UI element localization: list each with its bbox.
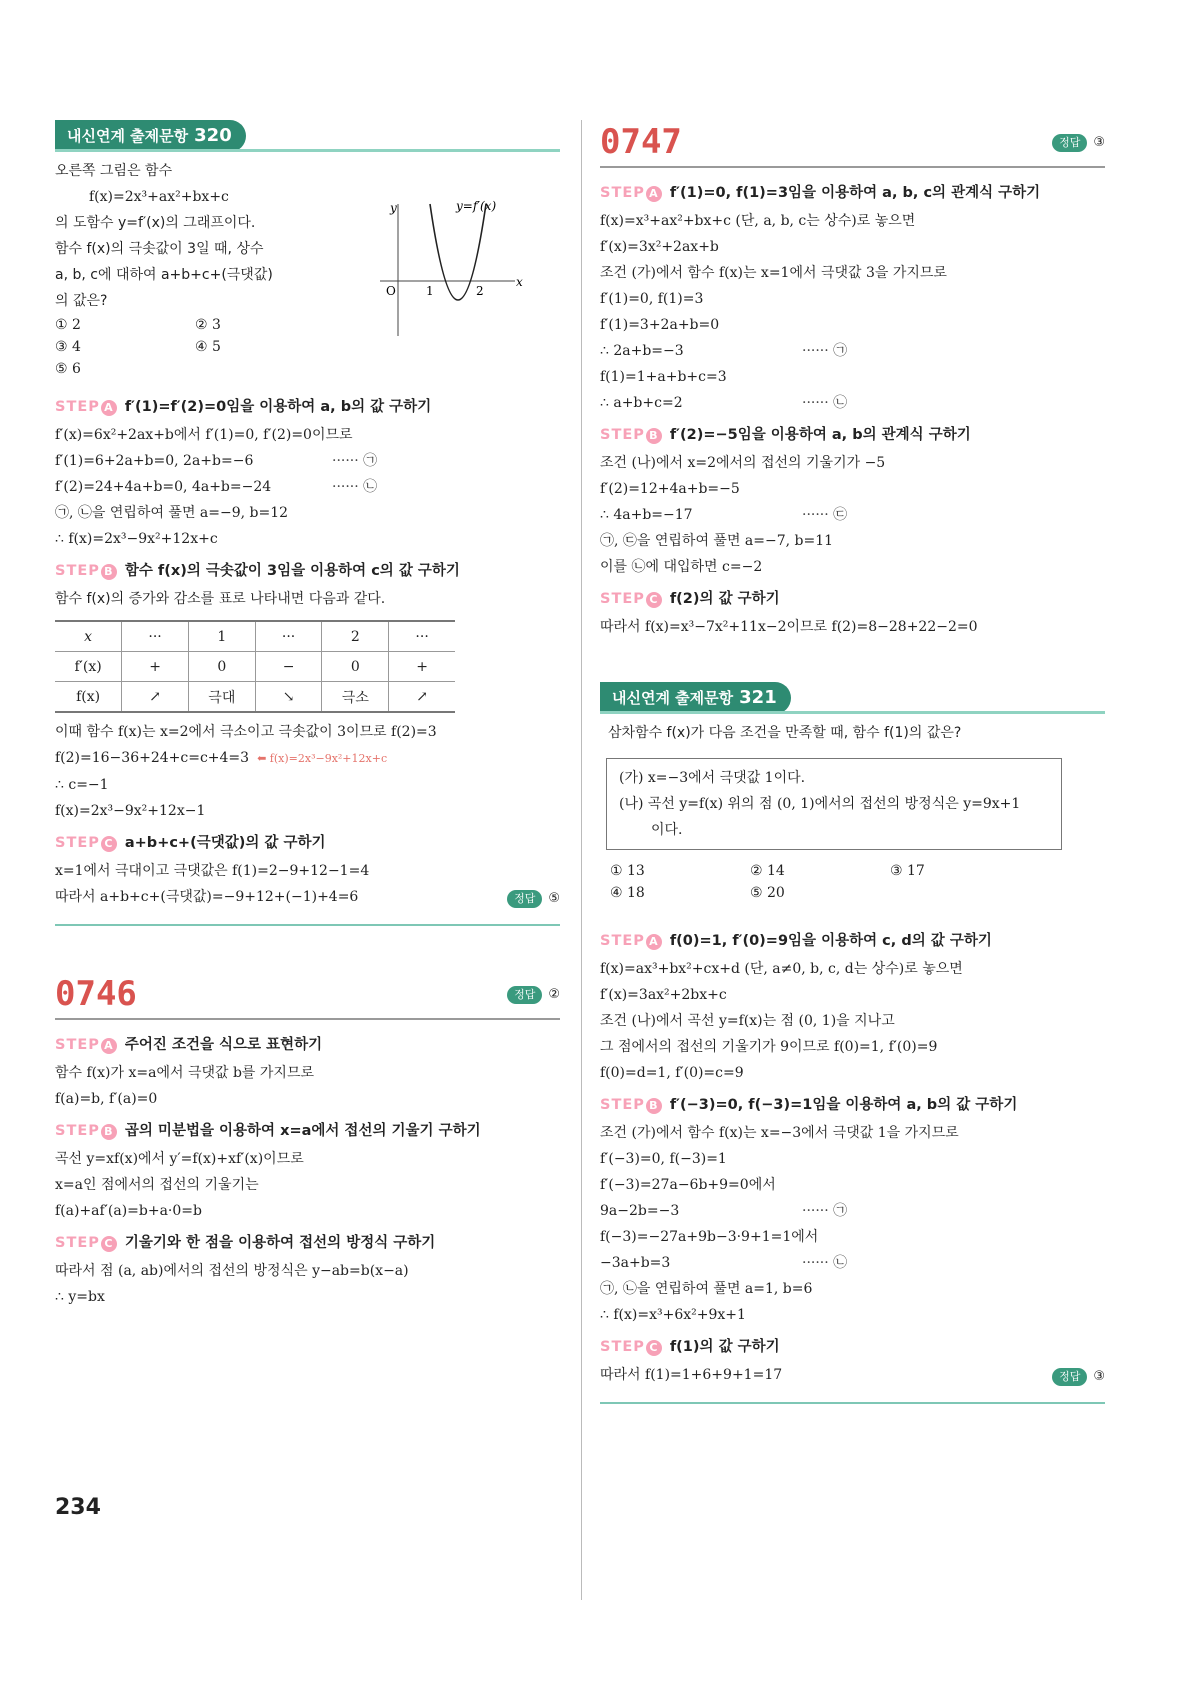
table-cell: 2 (322, 621, 389, 652)
p320-step-c-heading (55, 828, 560, 858)
sol-line: ∴ c=−1 (55, 777, 109, 793)
choice-5[interactable]: ⑤ 20 (750, 885, 785, 901)
answer-badge: 정답 (507, 986, 542, 1004)
step-tag: STEP B (600, 427, 662, 443)
step-tag: STEP C (55, 835, 117, 851)
table-row (55, 621, 455, 652)
sol-line: 조건 (나)에서 x=2에서의 접선의 기울기가 −5 (600, 455, 886, 471)
sol-line: f′(1)=0, f(1)=3 (600, 291, 704, 307)
sol-line: 따라서 점 (a, ab)에서의 접선의 방정식은 y−ab=b(x−a) (55, 1263, 409, 1279)
step-tag: STEP A (55, 1037, 117, 1053)
problem-320-banner (55, 120, 560, 152)
choice-4[interactable]: ④ 18 (610, 885, 645, 901)
problem-number: 0747 (600, 122, 682, 162)
banner-label-box (55, 120, 246, 152)
step-tag: STEP A (55, 399, 117, 415)
origin-label: O (386, 284, 396, 298)
column-divider (581, 120, 582, 1600)
step-letter-badge: B (101, 564, 117, 580)
step-title: f(2)의 값 구하기 (669, 591, 780, 607)
banner-label: 내신연계 출제문항 (67, 127, 189, 145)
sol-line: 9a−2b=−3 ······ ㉠ (600, 1203, 848, 1219)
table-cell: ↗ (389, 682, 455, 713)
sol-line: f(−3)=−27a+9b−3·9+1=1에서 (600, 1229, 819, 1245)
table-cell: 극소 (322, 682, 389, 713)
sol-line: x=a인 점에서의 접선의 기울기는 (55, 1177, 259, 1193)
sol-line: ㉠, ㉡을 연립하여 풀면 a=1, b=6 (600, 1281, 813, 1297)
condition-line: 이다. (651, 822, 683, 838)
q-line: f(x)=2x³+ax²+bx+c (89, 189, 229, 205)
section-separator (600, 1402, 1105, 1404)
step-letter-badge: A (101, 400, 117, 416)
step-title: f′(2)=−5임을 이용하여 a, b의 관계식 구하기 (669, 427, 971, 443)
sol-line: 함수 f(x)가 x=a에서 극댓값 b를 가지므로 (55, 1065, 314, 1081)
table-cell: ··· (255, 621, 322, 652)
derivative-graph (380, 196, 530, 341)
tick-1-label: 1 (426, 284, 434, 298)
left-column (55, 120, 560, 1310)
step-tag: STEP C (600, 1339, 662, 1355)
step-letter-badge: B (101, 1124, 117, 1140)
banner-label: 내신연계 출제문항 (612, 689, 734, 707)
banner-rule (600, 711, 1105, 714)
sol-line: f(x)=ax³+bx²+cx+d (단, a≠0, b, c, d는 상수)로 놓으면 (600, 961, 963, 977)
eq-mark: ······ ㉡ (802, 395, 848, 411)
sol-line: 조건 (가)에서 함수 f(x)는 x=1에서 극댓값 3을 가지므로 (600, 265, 947, 281)
p0746-step-c-heading (55, 1228, 560, 1258)
sol-line: f′(x)=3ax²+2bx+c (600, 987, 727, 1003)
sol-line: 이때 함수 f(x)는 x=2에서 극소이고 극솟값이 3이므로 f(2)=3 (55, 724, 437, 740)
choice-2[interactable]: ② 14 (750, 863, 785, 879)
p0747-step-b-heading (600, 420, 1105, 450)
choice-4[interactable]: ④ 5 (195, 339, 221, 355)
section-separator (55, 924, 560, 926)
p321-step-c-heading (600, 1332, 1105, 1362)
table-cell: ··· (122, 621, 189, 652)
sol-line: −3a+b=3 ······ ㉡ (600, 1255, 848, 1271)
step-letter-badge: B (646, 1098, 662, 1114)
sol-line: f′(1)=3+2a+b=0 (600, 317, 720, 333)
sol-line: ∴ a+b+c=2 ······ ㉡ (600, 395, 848, 411)
sol-line: f(a)+af′(a)=b+a·0=b (55, 1203, 202, 1219)
sol-line: f′(2)=12+4a+b=−5 (600, 481, 740, 497)
answer: 정답 ② (507, 986, 560, 1004)
table-cell: x (55, 621, 122, 652)
y-axis-label: y (390, 201, 397, 215)
eq-mark: ······ ㉢ (802, 507, 848, 523)
answer: 정답 ③ (1052, 1364, 1105, 1390)
table-cell: − (255, 652, 322, 682)
step-tag: STEP A (600, 185, 662, 201)
choice-3[interactable]: ③ 17 (890, 863, 925, 879)
step-letter-badge: A (101, 1038, 117, 1054)
answer: 정답 ⑤ (507, 886, 560, 912)
table-cell: ↗ (122, 682, 189, 713)
step-title: f(0)=1, f′(0)=9임을 이용하여 c, d의 값 구하기 (669, 933, 992, 949)
answer-badge: 정답 (507, 890, 542, 908)
sol-line: 이를 ㉡에 대입하면 c=−2 (600, 559, 763, 575)
step-title: 곱의 미분법을 이용하여 x=a에서 접선의 기울기 구하기 (124, 1123, 481, 1139)
eq-mark: ······ ㉠ (802, 343, 848, 359)
p320-step-b-heading (55, 556, 560, 586)
sol-line: x=1에서 극대이고 극댓값은 f(1)=2−9+12−1=4 (55, 863, 370, 879)
sol-line: ∴ 2a+b=−3 ······ ㉠ (600, 343, 848, 359)
q-line: 함수 f(x)의 극솟값이 3일 때, 상수 (55, 241, 264, 257)
eq-mark: ······ ㉡ (802, 1255, 848, 1271)
step-title: 함수 f(x)의 극솟값이 3임을 이용하여 c의 값 구하기 (124, 563, 460, 579)
page-number: 234 (55, 1495, 101, 1520)
step-title: f(1)의 값 구하기 (669, 1339, 780, 1355)
step-title: 기울기와 한 점을 이용하여 접선의 방정식 구하기 (124, 1235, 436, 1251)
p0747-step-c-heading (600, 584, 1105, 614)
table-cell: 1 (188, 621, 255, 652)
problem-0747-header (600, 120, 1105, 168)
choice-5[interactable]: ⑤ 6 (55, 361, 81, 377)
sol-line: f(2)=16−36+24+c=c+4=3 ⬅ f(x)=2x³−9x²+12x+c (55, 750, 388, 766)
sol-line: f′(1)=6+2a+b=0, 2a+b=−6 ······ ㉠ (55, 453, 378, 469)
table-cell: f′(x) (55, 652, 122, 682)
choices (600, 860, 1105, 904)
step-letter-badge: C (101, 836, 117, 852)
sol-line: ㉠, ㉢을 연립하여 풀면 a=−7, b=11 (600, 533, 834, 549)
sol-line: f′(x)=6x²+2ax+b에서 f′(1)=0, f′(2)=0이므로 (55, 427, 353, 443)
table-row (55, 682, 455, 713)
p0747-step-a-heading (600, 178, 1105, 208)
sol-line: ∴ y=bx (55, 1289, 105, 1305)
sol-line: ∴ 4a+b=−17 ······ ㉢ (600, 507, 848, 523)
p0746-step-a-heading (55, 1030, 560, 1060)
step-tag: STEP B (55, 563, 117, 579)
step-letter-badge: C (646, 592, 662, 608)
right-column (600, 120, 1105, 1404)
problem-321-banner (600, 682, 1105, 714)
condition-line: (가) x=−3에서 극댓값 1이다. (619, 770, 806, 786)
sol-line: ∴ f(x)=2x³−9x²+12x+c (55, 531, 218, 547)
banner-rule (55, 149, 560, 152)
condition-line: (나) 곡선 y=f(x) 위의 점 (0, 1)에서의 접선의 방정식은 y=9x+1 (619, 796, 1021, 812)
sol-line: f(x)=x³+ax²+bx+c (단, a, b, c는 상수)로 놓으면 (600, 213, 916, 229)
p0746-step-b-heading (55, 1116, 560, 1146)
step-title: a+b+c+(극댓값)의 값 구하기 (124, 835, 326, 851)
step-title: f′(1)=f′(2)=0임을 이용하여 a, b의 값 구하기 (124, 399, 432, 415)
problem-number: 0746 (55, 974, 137, 1014)
x-axis-label: x (516, 275, 523, 289)
condition-box (606, 758, 1062, 850)
choice-3[interactable]: ③ 4 (55, 339, 81, 355)
step-letter-badge: C (646, 1340, 662, 1356)
eq-mark: ······ ㉠ (332, 453, 378, 469)
answer-badge: 정답 (1052, 134, 1087, 152)
q-line: 오른쪽 그림은 함수 (55, 163, 173, 179)
q-line: a, b, c에 대하여 a+b+c+(극댓값) (55, 267, 273, 283)
step-title: 주어진 조건을 식으로 표현하기 (124, 1037, 323, 1053)
table-cell: ··· (389, 621, 455, 652)
step-letter-badge: B (646, 428, 662, 444)
eq-mark: ······ ㉡ (332, 479, 378, 495)
answer-badge: 정답 (1052, 1368, 1087, 1386)
eq-mark: ······ ㉠ (802, 1203, 848, 1219)
answer: 정답 ③ (1052, 134, 1105, 152)
choice-1[interactable]: ① 13 (610, 863, 645, 879)
choice-2[interactable]: ② 3 (195, 317, 221, 333)
sol-line: ∴ f(x)=x³+6x²+9x+1 (600, 1307, 746, 1323)
table-cell: 극대 (188, 682, 255, 713)
table-row (55, 652, 455, 682)
table-cell: 0 (188, 652, 255, 682)
sol-line: 조건 (나)에서 곡선 y=f(x)는 점 (0, 1)을 지나고 (600, 1013, 895, 1029)
increase-decrease-table (55, 620, 455, 713)
table-cell: + (122, 652, 189, 682)
sol-line: f′(x)=3x²+2ax+b (600, 239, 719, 255)
banner-number: 320 (194, 125, 232, 146)
sol-line: f(0)=d=1, f′(0)=c=9 (600, 1065, 744, 1081)
q-line: 의 값은? (55, 293, 108, 309)
step-tag: STEP C (600, 591, 662, 607)
step-tag: STEP B (55, 1123, 117, 1139)
curve-label: y=f′(x) (456, 199, 497, 213)
q-line: 의 도함수 y=f′(x)의 그래프이다. (55, 215, 256, 231)
p321-step-b-heading (600, 1090, 1105, 1120)
banner-label-box (600, 682, 791, 714)
sol-line: f(x)=2x³−9x²+12x−1 (55, 803, 206, 819)
sol-line: 조건 (가)에서 함수 f(x)는 x=−3에서 극댓값 1을 가지므로 (600, 1125, 959, 1141)
table-cell: 0 (322, 652, 389, 682)
step-tag: STEP A (600, 933, 662, 949)
question-text: 삼차함수 f(x)가 다음 조건을 만족할 때, 함수 f(1)의 값은? (608, 725, 962, 741)
step-tag: STEP C (55, 1235, 117, 1251)
sol-line: ㉠, ㉡을 연립하여 풀면 a=−9, b=12 (55, 505, 289, 521)
step-letter-badge: A (646, 934, 662, 950)
sol-line: 따라서 f(1)=1+6+9+1=17 정답 ③ (600, 1362, 1105, 1388)
banner-number: 321 (739, 687, 777, 708)
step-title: f′(−3)=0, f(−3)=1임을 이용하여 a, b의 값 구하기 (669, 1097, 1018, 1113)
table-cell: ↘ (255, 682, 322, 713)
table-cell: f(x) (55, 682, 122, 713)
problem-320-question (55, 158, 560, 380)
problem-0746-header (55, 972, 560, 1020)
sol-line: 곡선 y=xf(x)에서 y′=f(x)+xf′(x)이므로 (55, 1151, 304, 1167)
sol-line: f(1)=1+a+b+c=3 (600, 369, 727, 385)
step-letter-badge: C (101, 1236, 117, 1252)
step-tag: STEP B (600, 1097, 662, 1113)
sol-line: f′(−3)=27a−6b+9=0에서 (600, 1177, 776, 1193)
sol-line: 함수 f(x)의 증가와 감소를 표로 나타내면 다음과 같다. (55, 591, 386, 607)
step-letter-badge: A (646, 186, 662, 202)
p320-step-a-heading (55, 392, 560, 422)
sol-line: 따라서 f(x)=x³−7x²+11x−2이므로 f(2)=8−28+22−2=0 (600, 619, 978, 635)
sol-line: f(a)=b, f′(a)=0 (55, 1091, 158, 1107)
side-note: ⬅ f(x)=2x³−9x²+12x+c (257, 752, 388, 765)
step-title: f′(1)=0, f(1)=3임을 이용하여 a, b, c의 관계식 구하기 (669, 185, 1041, 201)
p321-step-a-heading (600, 926, 1105, 956)
tick-2-label: 2 (476, 284, 484, 298)
table-cell: + (389, 652, 455, 682)
sol-line: 따라서 a+b+c+(극댓값)=−9+12+(−1)+4=6 정답 ⑤ (55, 884, 560, 910)
choice-1[interactable]: ① 2 (55, 317, 81, 333)
sol-line: f′(−3)=0, f(−3)=1 (600, 1151, 727, 1167)
sol-line: 그 점에서의 접선의 기울기가 9이므로 f(0)=1, f′(0)=9 (600, 1039, 938, 1055)
sol-line: f′(2)=24+4a+b=0, 4a+b=−24 ······ ㉡ (55, 479, 378, 495)
